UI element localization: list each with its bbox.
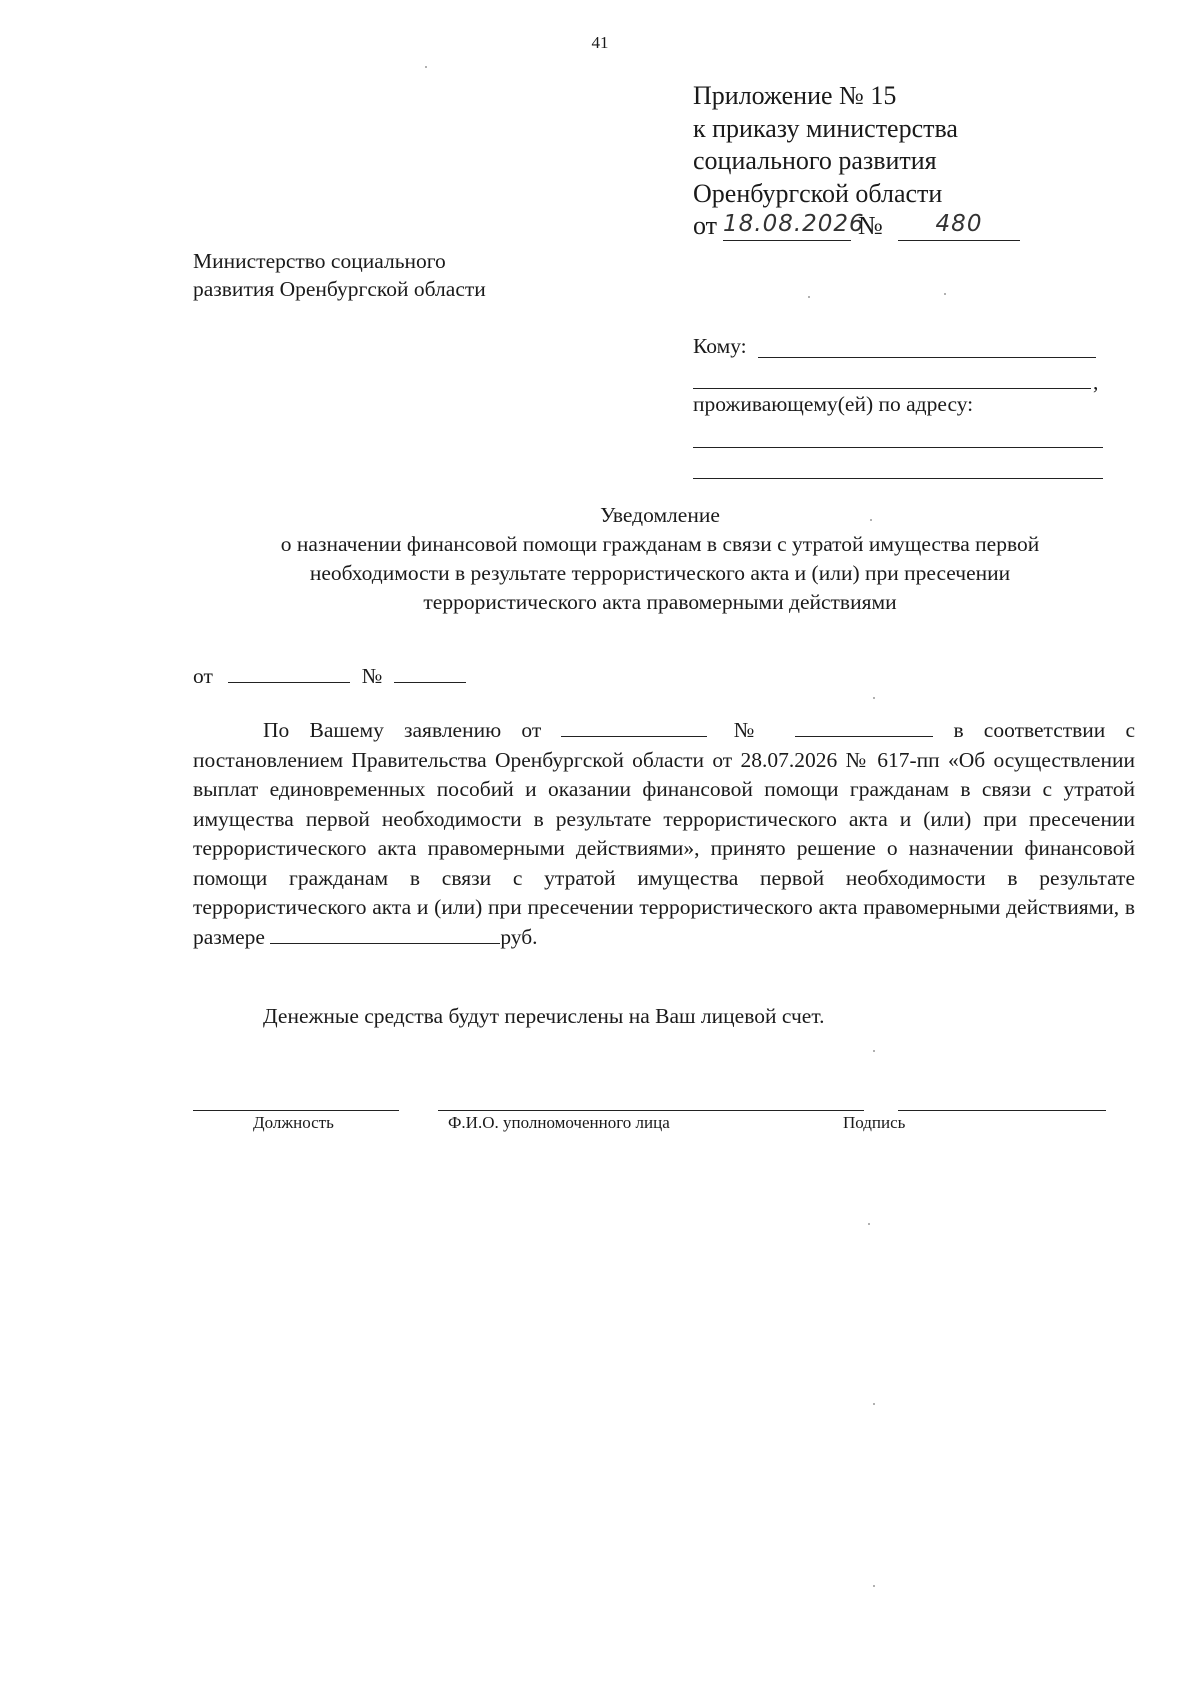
signature-label: Подпись xyxy=(843,1113,906,1132)
scan-speck xyxy=(808,296,810,298)
ministry-line-1: Министерство социального xyxy=(193,249,446,273)
amount-blank[interactable] xyxy=(270,923,500,944)
scan-speck xyxy=(868,1223,870,1225)
notice-number-blank[interactable] xyxy=(394,662,466,683)
notice-date-row xyxy=(193,662,466,689)
scan-speck xyxy=(873,1403,875,1405)
scan-speck xyxy=(425,66,427,68)
notice-title: Уведомление xyxy=(600,503,720,527)
scan-speck xyxy=(873,697,875,699)
appendix-line-3: социального развития xyxy=(693,146,937,175)
recipient-to-label: Кому: xyxy=(693,334,747,358)
notice-title-block xyxy=(180,501,1140,617)
name-label: Ф.И.О. уполномоченного лица xyxy=(448,1113,670,1132)
scan-speck xyxy=(873,1050,875,1052)
currency-label: руб. xyxy=(500,924,538,949)
scan-speck xyxy=(873,1585,875,1587)
p1-start: По Вашему заявлению от xyxy=(263,718,542,742)
scan-speck xyxy=(944,293,946,295)
ministry-block xyxy=(193,247,486,303)
p1-rest: в соответствии с постановлением Правительства Оренбургской области от 28.07.2026 № 617-пп «Об осуществлении выплат единовременных пособий и оказании финансовой помощи гражданам в связи с утратой имущества первой необходимости в результате террористического акта и (или) при пресечении террористического акта правомерными действиями», принято решение о назначении финансовой помощи гражданам в связи с утратой имущества первой необходимости в результате террористического акта и (или) при пресечении террористического акта правомерными действиями, в размере xyxy=(193,718,1136,949)
scan-speck xyxy=(870,519,872,521)
date-underline xyxy=(723,240,851,241)
position-line[interactable] xyxy=(193,1110,399,1111)
appendix-number-sign: № xyxy=(858,211,883,240)
notice-subtitle-3: террористического акта правомерными действиями xyxy=(423,590,897,614)
application-date-blank[interactable] xyxy=(561,716,707,737)
address-line-2[interactable] xyxy=(693,478,1103,479)
from-label: от xyxy=(193,664,213,688)
appendix-line-2: к приказу министерства xyxy=(693,113,958,143)
position-label: Должность xyxy=(253,1113,334,1132)
address-line-1[interactable] xyxy=(693,447,1103,448)
recipient-address-label: проживающему(ей) по адресу: xyxy=(693,392,974,416)
p2-text: Денежные средства будут перечислены на Ваш лицевой счет. xyxy=(263,1004,825,1028)
appendix-title: Приложение № 15 xyxy=(693,81,897,110)
body-paragraph-1 xyxy=(193,716,1135,952)
handwritten-date: 18.08.2026 xyxy=(723,211,865,237)
recipient-name-line[interactable] xyxy=(758,357,1096,358)
name-line[interactable] xyxy=(438,1110,864,1111)
appendix-date-line xyxy=(693,210,983,243)
recipient-comma: , xyxy=(1093,370,1099,394)
notice-subtitle-1: о назначении финансовой помощи гражданам в связи с утратой имущества первой xyxy=(280,532,1040,556)
appendix-date-prefix: от xyxy=(693,211,718,240)
notice-number-sign: № xyxy=(361,664,383,688)
notice-date-blank[interactable] xyxy=(228,662,350,683)
signature-line[interactable] xyxy=(898,1110,1106,1111)
ministry-line-2: развития Оренбургской области xyxy=(193,277,486,301)
recipient-name-line-2[interactable] xyxy=(693,388,1091,389)
application-number-sign: № xyxy=(733,718,770,742)
page-number: 41 xyxy=(591,33,609,52)
application-number-blank[interactable] xyxy=(795,716,933,737)
body-paragraph-2 xyxy=(193,1002,1135,1032)
number-underline xyxy=(898,240,1020,241)
handwritten-number: 480 xyxy=(935,211,983,237)
appendix-header xyxy=(693,80,983,243)
notice-subtitle-2: необходимости в результате террористического акта и (или) при пресечении xyxy=(309,561,1011,585)
appendix-line-4: Оренбургской области xyxy=(693,178,943,208)
